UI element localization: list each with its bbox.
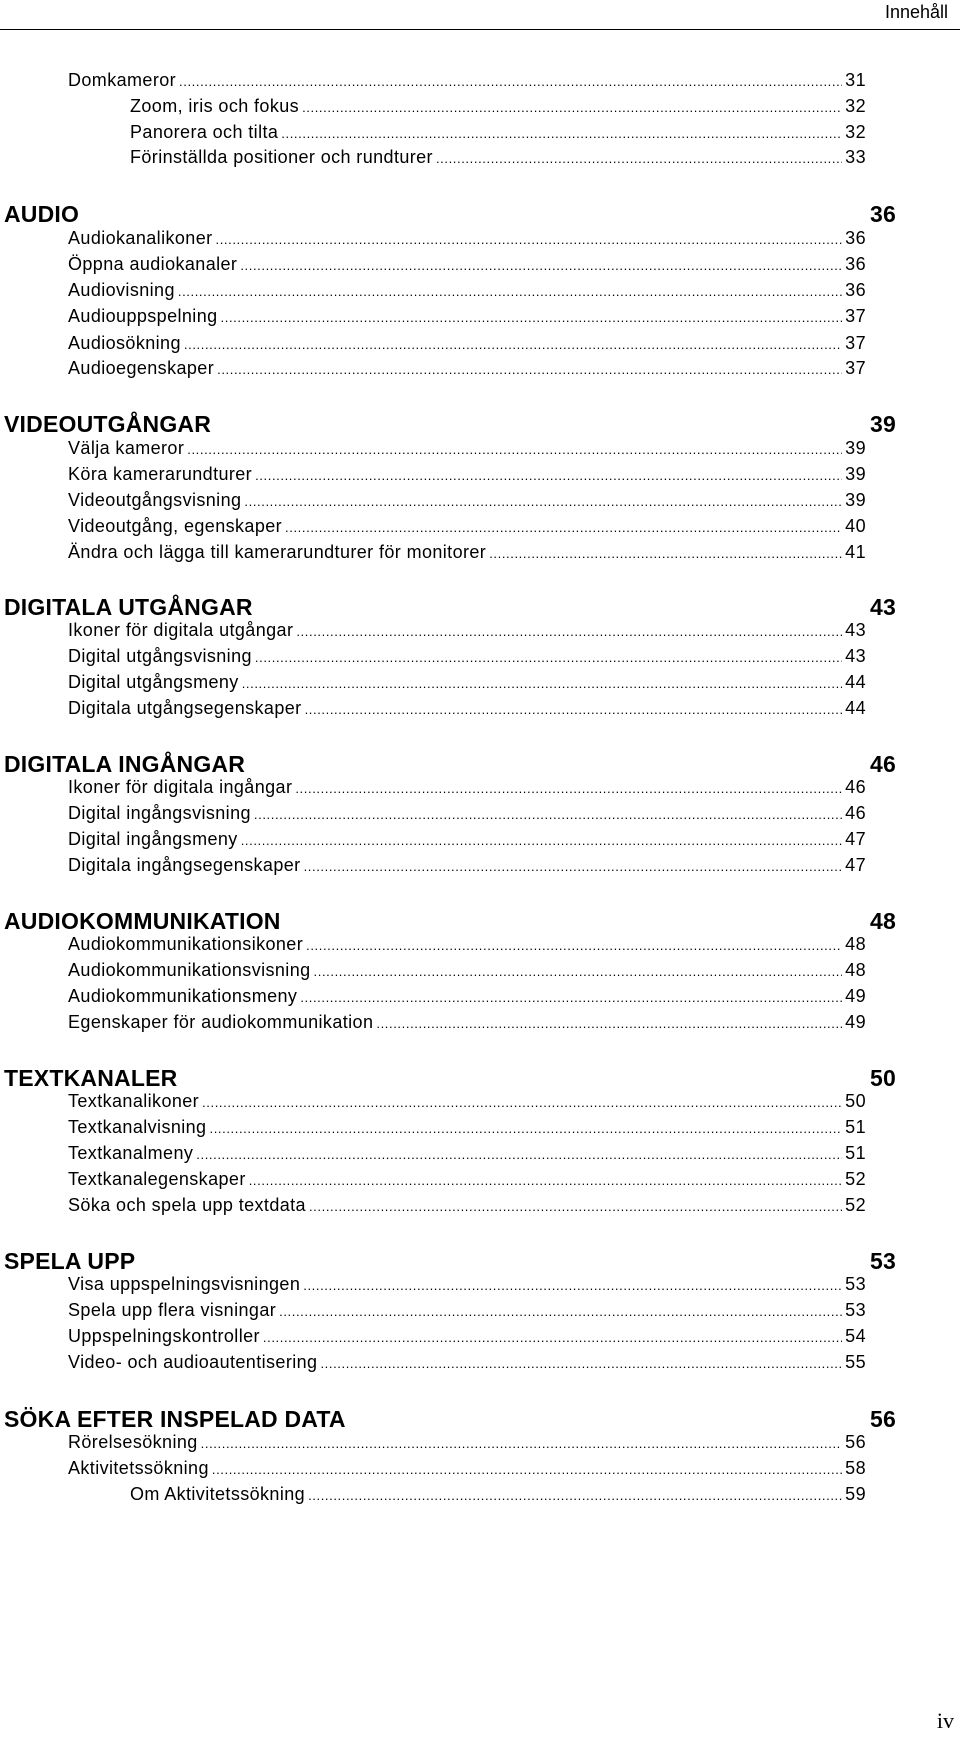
- section-title: DIGITALA INGÅNGAR: [4, 751, 246, 777]
- toc-entry-page-number: 46: [845, 803, 866, 823]
- toc-entry[interactable]: [68, 672, 866, 694]
- toc-entry-page-number: 37: [845, 358, 866, 378]
- page-header: [0, 0, 960, 30]
- toc-entry-page-number: 46: [845, 777, 866, 797]
- toc-entry-title: Zoom, iris och fokus: [130, 96, 300, 116]
- toc-entry[interactable]: [68, 464, 866, 486]
- dot-leader: [281, 126, 842, 141]
- dot-leader: [201, 1436, 843, 1451]
- toc-entry[interactable]: [68, 542, 866, 564]
- dot-leader: [302, 100, 842, 115]
- toc-entry-page-number: 52: [845, 1195, 866, 1215]
- toc-entry-title: Välja kameror: [68, 438, 185, 458]
- dot-leader: [241, 833, 842, 848]
- toc-entry-title: Digital ingångsvisning: [68, 803, 251, 823]
- dot-leader: [308, 1488, 842, 1503]
- section-page-number: 56: [870, 1406, 896, 1432]
- toc-entry-page-number: 47: [845, 829, 866, 849]
- toc-entry-title: Audiouppspelning: [68, 306, 218, 326]
- toc-entry[interactable]: [68, 1117, 866, 1139]
- toc-entry-page-number: 31: [845, 70, 866, 90]
- dot-leader: [187, 442, 842, 457]
- toc-entry-title: Egenskaper för audiokommunikation: [68, 1012, 374, 1032]
- dot-leader: [240, 258, 842, 273]
- toc-entry-page-number: 47: [845, 855, 866, 875]
- toc-entry-page-number: 55: [845, 1352, 866, 1372]
- toc-entry-page-number: 39: [845, 438, 866, 458]
- toc-entry-page-number: 33: [845, 147, 866, 167]
- toc-entry[interactable]: [68, 829, 866, 851]
- toc-entry-page-number: 59: [845, 1484, 866, 1504]
- toc-entry[interactable]: [68, 1300, 866, 1322]
- page-number: iv: [936, 1708, 954, 1733]
- toc-entry[interactable]: [68, 986, 866, 1008]
- toc-entry-page-number: 39: [845, 490, 866, 510]
- section-page-number: 36: [870, 201, 896, 227]
- dot-leader: [216, 232, 843, 247]
- toc-entry[interactable]: [68, 306, 866, 328]
- dot-leader: [263, 1330, 842, 1345]
- toc-entry[interactable]: [68, 803, 866, 825]
- section-title: SÖKA EFTER INSPELAD DATA: [4, 1406, 346, 1432]
- toc-entry-page-number: 40: [845, 516, 866, 536]
- toc-entry-page-number: 36: [845, 228, 866, 248]
- toc-entry[interactable]: [68, 1352, 866, 1374]
- dot-leader: [244, 494, 842, 509]
- toc-entry-page-number: 54: [845, 1326, 866, 1346]
- dot-leader: [209, 1121, 842, 1136]
- toc-entry-title: Ändra och lägga till kamerarundturer för monitorer: [68, 542, 487, 562]
- dot-leader: [242, 676, 842, 691]
- section-page-number: 43: [870, 594, 896, 620]
- toc-entry-page-number: 39: [845, 464, 866, 484]
- toc-entry-page-number: 37: [845, 306, 866, 326]
- toc-entry-title: Textkanalikoner: [68, 1091, 200, 1111]
- dot-leader: [304, 859, 843, 874]
- toc-entry-page-number: 32: [845, 122, 866, 142]
- header-title: Innehåll: [884, 2, 948, 22]
- toc-entry-title: Videoutgång, egenskaper: [68, 516, 283, 536]
- dot-leader: [320, 1356, 842, 1371]
- toc-entry-title: Öppna audiokanaler: [68, 254, 238, 274]
- section-page-number: 48: [870, 908, 896, 934]
- toc-entry[interactable]: [68, 280, 866, 302]
- toc-entry-title: Audiokommunikationsmeny: [68, 986, 298, 1006]
- toc-entry[interactable]: [68, 358, 866, 380]
- toc-entry-title: Spela upp flera visningar: [68, 1300, 277, 1320]
- toc-entry[interactable]: [68, 698, 866, 720]
- dot-leader: [184, 337, 842, 352]
- toc-entry-title: Audiovisning: [68, 280, 175, 300]
- toc-entry-title: Söka och spela upp textdata: [68, 1195, 306, 1215]
- toc-entry[interactable]: [68, 333, 866, 355]
- toc-entry-title: Audiosökning: [68, 333, 181, 353]
- section-title: AUDIO: [4, 201, 80, 227]
- dot-leader: [303, 1278, 842, 1293]
- toc-entry-page-number: 51: [845, 1117, 866, 1137]
- toc-entry-page-number: 48: [845, 934, 866, 954]
- toc-entry[interactable]: [68, 1169, 866, 1191]
- toc-entry[interactable]: [68, 1432, 866, 1454]
- toc-entry-title: Domkameror: [68, 70, 177, 90]
- dot-leader: [306, 938, 842, 953]
- toc-entry[interactable]: [68, 516, 866, 538]
- toc-entry-page-number: 48: [845, 960, 866, 980]
- toc-entry-title: Om Aktivitetssökning: [130, 1484, 306, 1504]
- dot-leader: [295, 781, 842, 796]
- dot-leader: [179, 74, 842, 89]
- toc-entry-title: Rörelsesökning: [68, 1432, 198, 1452]
- toc-section-heading: [4, 411, 896, 441]
- dot-leader: [300, 990, 842, 1005]
- toc-entry-page-number: 37: [845, 333, 866, 353]
- toc-entry[interactable]: [68, 490, 866, 512]
- dot-leader: [255, 468, 842, 483]
- toc-entry-page-number: 44: [845, 698, 866, 718]
- section-title: VIDEOUTGÅNGAR: [4, 411, 212, 437]
- toc-entry[interactable]: [130, 1484, 866, 1506]
- section-title: DIGITALA UTGÅNGAR: [4, 594, 253, 620]
- toc-entry-page-number: 32: [845, 96, 866, 116]
- dot-leader: [254, 807, 842, 822]
- toc-entry-title: Ikoner för digitala ingångar: [68, 777, 293, 797]
- toc-entry-title: Visa uppspelningsvisningen: [68, 1274, 301, 1294]
- toc-entry[interactable]: [68, 1143, 866, 1165]
- toc-entry[interactable]: [68, 1274, 866, 1296]
- toc-entry[interactable]: [68, 646, 866, 668]
- dot-leader: [296, 624, 842, 639]
- dot-leader: [249, 1173, 842, 1188]
- toc-entry[interactable]: [68, 1458, 866, 1480]
- toc-entry-page-number: 44: [845, 672, 866, 692]
- toc-entry-page-number: 53: [845, 1300, 866, 1320]
- toc-entry-title: Digitala utgångsegenskaper: [68, 698, 302, 718]
- toc-entry[interactable]: [68, 438, 866, 460]
- dot-leader: [217, 362, 842, 377]
- dot-leader: [489, 546, 842, 561]
- toc-entry-page-number: 43: [845, 646, 866, 666]
- toc-entry-page-number: 56: [845, 1432, 866, 1452]
- dot-leader: [178, 284, 842, 299]
- dot-leader: [202, 1095, 842, 1110]
- dot-leader: [196, 1147, 842, 1162]
- dot-leader: [212, 1462, 842, 1477]
- toc-entry-title: Aktivitetssökning: [68, 1458, 209, 1478]
- toc-entry-page-number: 36: [845, 280, 866, 300]
- toc-entry[interactable]: [130, 122, 866, 144]
- toc-entry-title: Digital utgångsmeny: [68, 672, 239, 692]
- dot-leader: [279, 1304, 842, 1319]
- toc-entry-title: Audiokommunikationsikoner: [68, 934, 304, 954]
- toc-entry[interactable]: [68, 777, 866, 799]
- toc-entry[interactable]: [68, 934, 866, 956]
- toc-entry-title: Köra kamerarundturer: [68, 464, 253, 484]
- toc-entry-page-number: 49: [845, 1012, 866, 1032]
- toc-entry-title: Textkanalmeny: [68, 1143, 194, 1163]
- toc-entry-title: Videoutgångsvisning: [68, 490, 242, 510]
- toc-entry-page-number: 43: [845, 620, 866, 640]
- dot-leader: [305, 702, 843, 717]
- section-title: SPELA UPP: [4, 1248, 136, 1274]
- toc-entry-title: Video- och audioautentisering: [68, 1352, 318, 1372]
- toc-entry[interactable]: [68, 228, 866, 250]
- toc-entry-title: Audiokommunikationsvisning: [68, 960, 311, 980]
- toc-section-heading: [4, 201, 896, 231]
- section-page-number: 39: [870, 411, 896, 437]
- toc-entry[interactable]: [68, 1091, 866, 1113]
- toc-entry-title: Textkanalegenskaper: [68, 1169, 246, 1189]
- toc-entry-title: Uppspelningskontroller: [68, 1326, 260, 1346]
- toc-entry-title: Digitala ingångsegenskaper: [68, 855, 301, 875]
- toc-entry-title: Audiokanalikoner: [68, 228, 213, 248]
- toc-entry-page-number: 51: [845, 1143, 866, 1163]
- dot-leader: [255, 650, 842, 665]
- section-title: AUDIOKOMMUNIKATION: [4, 908, 281, 934]
- toc-entry-title: Digital utgångsvisning: [68, 646, 252, 666]
- toc-entry[interactable]: [68, 855, 866, 877]
- toc-entry[interactable]: [68, 1195, 866, 1217]
- dot-leader: [221, 310, 843, 325]
- toc-entry[interactable]: [130, 147, 866, 169]
- toc-entry-page-number: 53: [845, 1274, 866, 1294]
- section-page-number: 53: [870, 1248, 896, 1274]
- toc-entry-title: Audioegenskaper: [68, 358, 215, 378]
- toc-entry-page-number: 58: [845, 1458, 866, 1478]
- toc-entry[interactable]: [68, 620, 866, 642]
- dot-leader: [376, 1016, 842, 1031]
- toc-entry[interactable]: [68, 1326, 866, 1348]
- section-page-number: 50: [870, 1065, 896, 1091]
- section-title: TEXTKANALER: [4, 1065, 178, 1091]
- toc-entry[interactable]: [130, 96, 866, 118]
- toc-entry-page-number: 36: [845, 254, 866, 274]
- section-page-number: 46: [870, 751, 896, 777]
- toc-entry-title: Panorera och tilta: [130, 122, 279, 142]
- toc-entry[interactable]: [68, 254, 866, 276]
- dot-leader: [309, 1199, 842, 1214]
- toc-entry[interactable]: [68, 1012, 866, 1034]
- toc-entry-title: Digital ingångsmeny: [68, 829, 238, 849]
- toc-entry-page-number: 52: [845, 1169, 866, 1189]
- toc-entry-title: Ikoner för digitala utgångar: [68, 620, 294, 640]
- toc-entry-title: Förinställda positioner och rundturer: [130, 147, 433, 167]
- toc-entry-page-number: 49: [845, 986, 866, 1006]
- dot-leader: [314, 964, 843, 979]
- dot-leader: [436, 151, 842, 166]
- toc-entry-title: Textkanalvisning: [68, 1117, 207, 1137]
- toc-entry-page-number: 41: [845, 542, 866, 562]
- toc-entry-page-number: 50: [845, 1091, 866, 1111]
- toc-entry[interactable]: [68, 70, 866, 92]
- toc-entry[interactable]: [68, 960, 866, 982]
- dot-leader: [285, 520, 842, 535]
